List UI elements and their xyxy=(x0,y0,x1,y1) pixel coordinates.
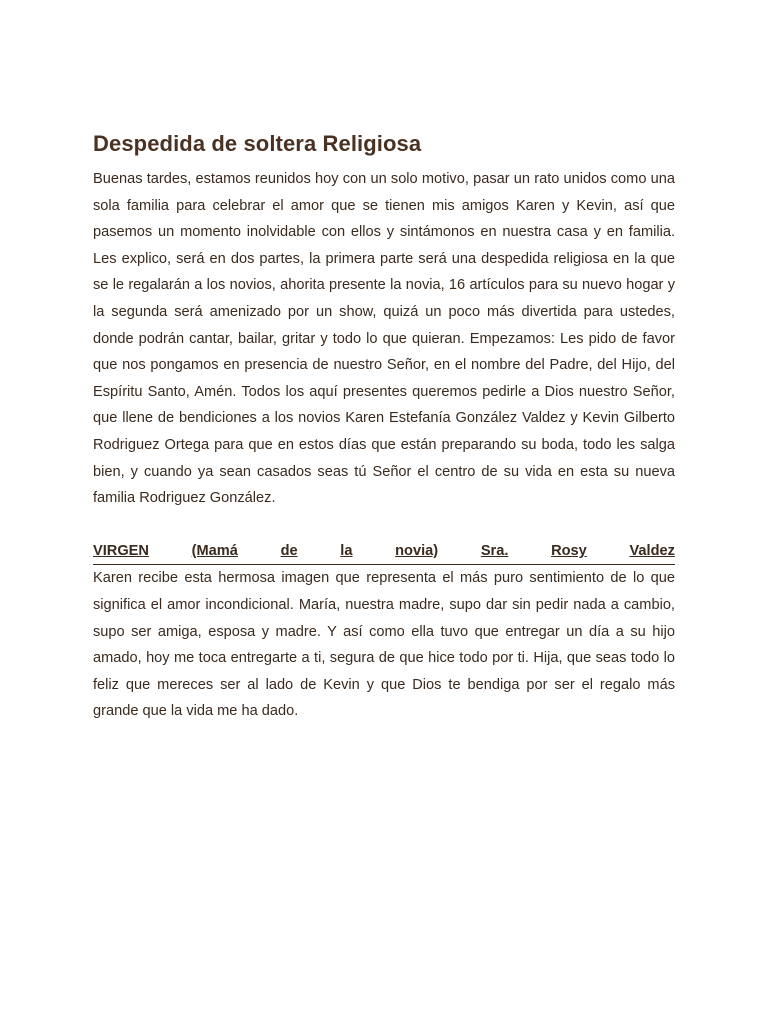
heading-word: Sra. xyxy=(480,542,509,559)
heading-word: (Mamá xyxy=(191,542,238,559)
heading-word: novia) xyxy=(395,542,439,559)
heading-word: Rosy xyxy=(551,542,587,559)
paragraph-gap xyxy=(93,512,675,538)
document-title: Despedida de soltera Religiosa xyxy=(93,131,422,156)
intro-paragraph: Buenas tardes, estamos reunidos hoy con un solo motivo, pasar un rato unidos como una sola familia para celebrar el amor que se tienen mis amigos Karen y Kevin, así que pasemos un momento inolvidable con ellos y sintámonos en nuestra casa y en familia. Les explico, será en dos partes, la primera parte será una despedida religiosa en la que se le regalarán a los novios, ahorita presente la novia, 16 artículos para su nuevo hogar y la segunda será amenizado por un show, quizá un poco más divertida para ustedes, donde podrán cantar, bailar, gritar y todo lo que quieran. Empezamos: Les pido de favor que nos pongamos en presencia de nuestro Señor, en el nombre del Padre, del Hijo, del Espíritu Santo, Amén. Todos los aquí presentes queremos pedirle a Dios nuestro Señor, que llene de bendiciones a los novios Karen Estefanía González Valdez y Kevin Gilberto Rodriguez Ortega para que en estos días que están preparando su boda, todo les salga bien, y cuando ya sean casados seas tú Señor el centro de su vida en esta su nueva familia Rodriguez González. xyxy=(93,171,675,507)
heading-word: la xyxy=(340,542,353,559)
section-heading-virgen xyxy=(93,538,675,566)
heading-word: VIRGEN xyxy=(93,542,149,559)
heading-word: Valdez xyxy=(629,542,675,559)
virgen-paragraph: Karen recibe esta hermosa imagen que representa el más puro sentimiento de lo que significa el amor incondicional. María, nuestra madre, supo dar sin pedir nada a cambio, supo ser amiga, esposa y madre. Y así como ella tuvo que entregar un día a su hijo amado, hoy me toca entregarte a ti, segura de que hice todo por ti. Hija, que seas todo lo feliz que mereces ser al lado de Kevin y que Dios te bendiga por ser el regalo más grande que la vida me ha dado. xyxy=(93,570,675,720)
document-page xyxy=(93,128,675,725)
heading-word: de xyxy=(280,542,298,559)
